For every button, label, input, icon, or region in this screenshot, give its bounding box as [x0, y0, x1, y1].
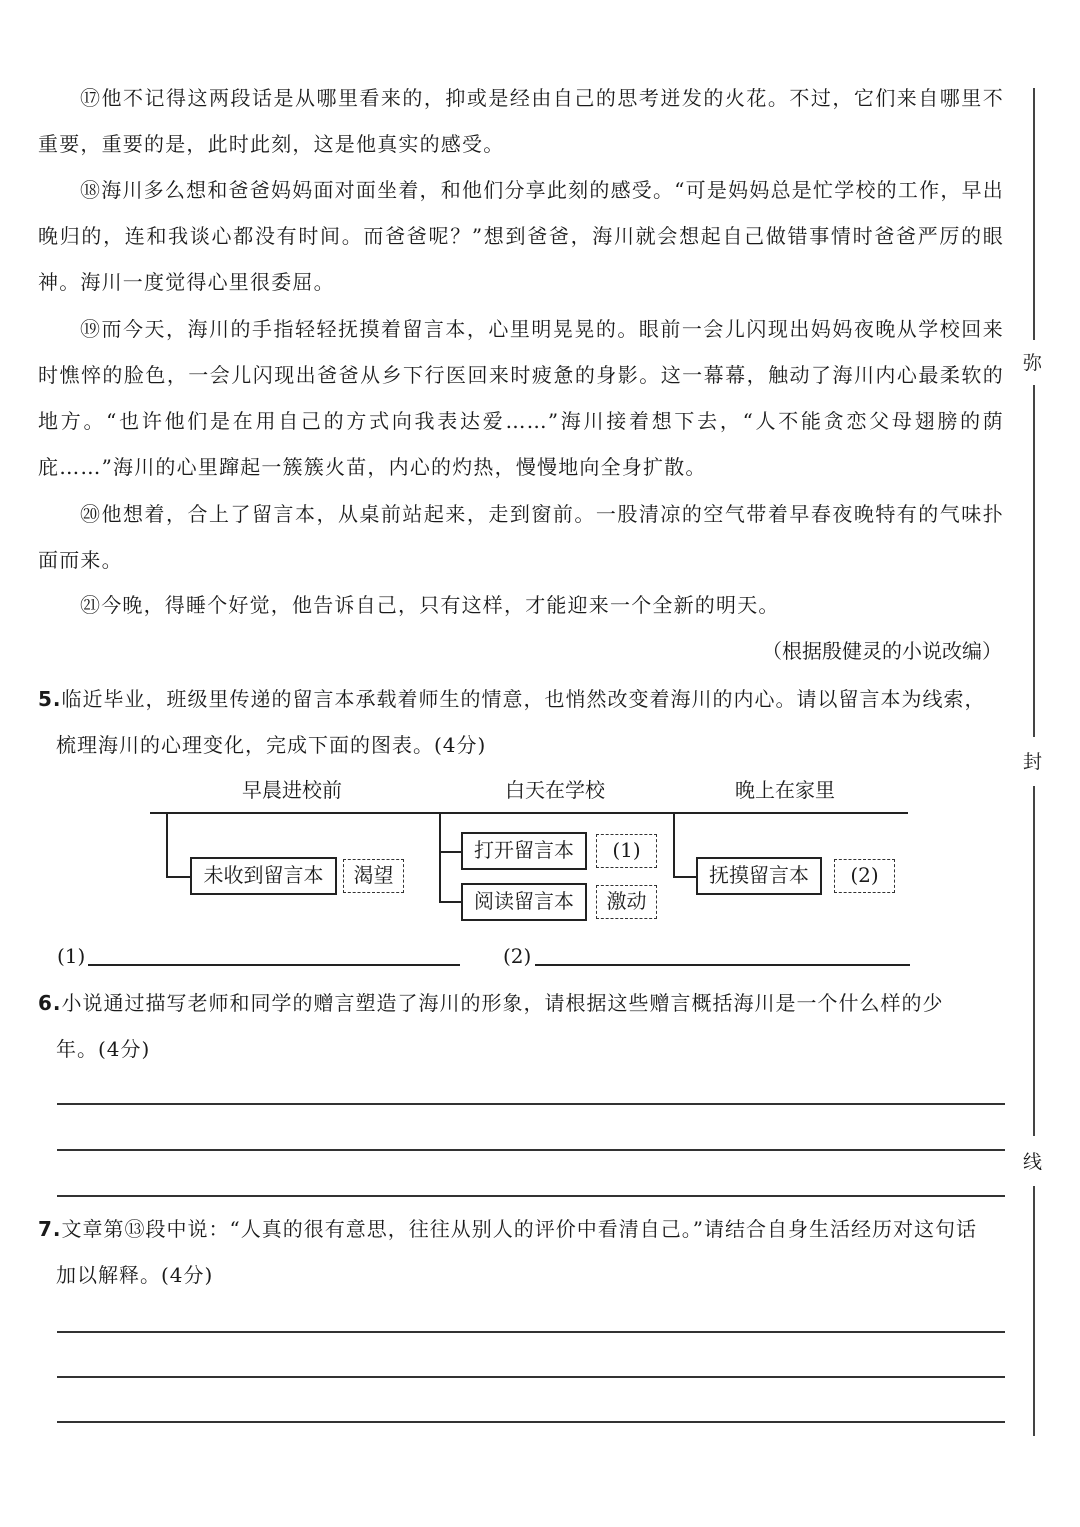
paragraph-18: ⑱海川多么想和爸爸妈妈面对面坐着，和他们分享此刻的感受。“可是妈妈总是忙学校的工作，早出晚归的，连和我谈心都没有时间。而爸爸呢？”想到爸爸，海川就会想起自己做错事情时爸爸严厉的眼神。海川一度觉得心里很委屈。: [38, 178, 1004, 294]
diagram-feeling-box-3: 激动: [596, 885, 657, 919]
question-5-number: 5.: [38, 687, 62, 711]
answer-blank-2-label: (2): [503, 944, 532, 968]
answer-line-q7-1[interactable]: [57, 1331, 1005, 1333]
diagram-branch-1-connector: [166, 876, 190, 878]
question-6: [38, 980, 1006, 1072]
seal-char-xian: 线: [1023, 1151, 1043, 1173]
diagram-event-box-1: 未收到留言本: [190, 857, 337, 895]
paragraph-20: ⑳他想着，合上了留言本，从桌前站起来，走到窗前。一股清凉的空气带着早春夜晚特有的气味扑面而来。: [38, 502, 1004, 572]
seal-char-mi: 弥: [1023, 352, 1043, 374]
diagram-feeling-box-2[interactable]: (1): [596, 834, 657, 868]
question-6-number: 6.: [38, 991, 62, 1015]
diagram-event-box-3: 阅读留言本: [461, 883, 587, 921]
answer-line-q6-3[interactable]: [57, 1195, 1005, 1197]
question-7: [38, 1206, 1006, 1298]
diagram-header-morning: 早晨进校前: [242, 778, 342, 802]
question-5-line1: 临近毕业，班级里传递的留言本承载着师生的情意，也悄然改变着海川的内心。请以留言本为线索，: [61, 687, 986, 711]
question-5-line2: 梳理海川的心理变化，完成下面的图表。(4分): [56, 733, 487, 757]
seal-line-segment-3: [1033, 786, 1035, 1136]
answer-blank-1-label: (1): [57, 944, 86, 968]
question-6-line2: 年。(4分): [56, 1037, 151, 1061]
diagram-branch-2b-connector: [439, 901, 461, 903]
question-6-line1: 小说通过描写老师和同学的赠言塑造了海川的形象，请根据这些赠言概括海川是一个什么样的少: [61, 991, 944, 1015]
diagram-event-box-2: 打开留言本: [461, 832, 587, 870]
diagram-branch-1-vertical: [166, 813, 168, 877]
seal-line-segment-4: [1033, 1186, 1035, 1436]
paragraph-19: ⑲而今天，海川的手指轻轻抚摸着留言本，心里明晃晃的。眼前一会儿闪现出妈妈夜晚从学校回来时憔悴的脸色，一会儿闪现出爸爸从乡下行医回来时疲惫的身影。这一幕幕，触动了海川内心最柔软的地方。“也许他们是在用自己的方式向我表达爱……”海川接着想下去，“人不能贪恋父母翅膀的荫庇……”海川的心里蹿起一簇簇火苗，内心的灼热，慢慢地向全身扩散。: [38, 317, 1004, 479]
question-7-number: 7.: [38, 1217, 62, 1241]
answer-blank-1-line[interactable]: [88, 964, 460, 966]
diagram-branch-2a-connector: [439, 851, 461, 853]
diagram-top-line: [150, 812, 908, 814]
answer-line-q6-1[interactable]: [57, 1103, 1005, 1105]
source-note: （根据殷健灵的小说改编）: [762, 639, 1002, 663]
answer-blank-2-line[interactable]: [535, 964, 910, 966]
diagram-branch-3-connector: [673, 876, 696, 878]
diagram-header-school: 白天在学校: [505, 778, 605, 802]
seal-line-segment-2: [1033, 385, 1035, 737]
diagram-header-home: 晚上在家里: [735, 778, 835, 802]
question-7-line2: 加以解释。(4分): [56, 1263, 214, 1287]
paragraph-21: ㉑今晚，得睡个好觉，他告诉自己，只有这样，才能迎来一个全新的明天。: [80, 593, 780, 617]
seal-line-segment-1: [1033, 88, 1035, 340]
answer-line-q6-2[interactable]: [57, 1149, 1005, 1151]
diagram-branch-3-vertical: [673, 813, 675, 877]
question-7-line1: 文章第⑬段中说：“人真的很有意思，往往从别人的评价中看清自己。”请结合自身生活经历对这句话: [61, 1217, 977, 1241]
diagram-feeling-box-4[interactable]: (2): [834, 859, 895, 893]
diagram-branch-2-vertical: [439, 813, 441, 903]
answer-line-q7-2[interactable]: [57, 1376, 1005, 1378]
question-5: [38, 676, 1006, 768]
diagram-feeling-box-1: 渴望: [343, 859, 404, 893]
paragraph-17: ⑰他不记得这两段话是从哪里看来的，抑或是经由自己的思考迸发的火花。不过，它们来自哪里不重要，重要的是，此时此刻，这是他真实的感受。: [38, 86, 1004, 156]
diagram-event-box-4: 抚摸留言本: [696, 857, 822, 895]
answer-line-q7-3[interactable]: [57, 1421, 1005, 1423]
seal-char-feng: 封: [1023, 751, 1043, 773]
